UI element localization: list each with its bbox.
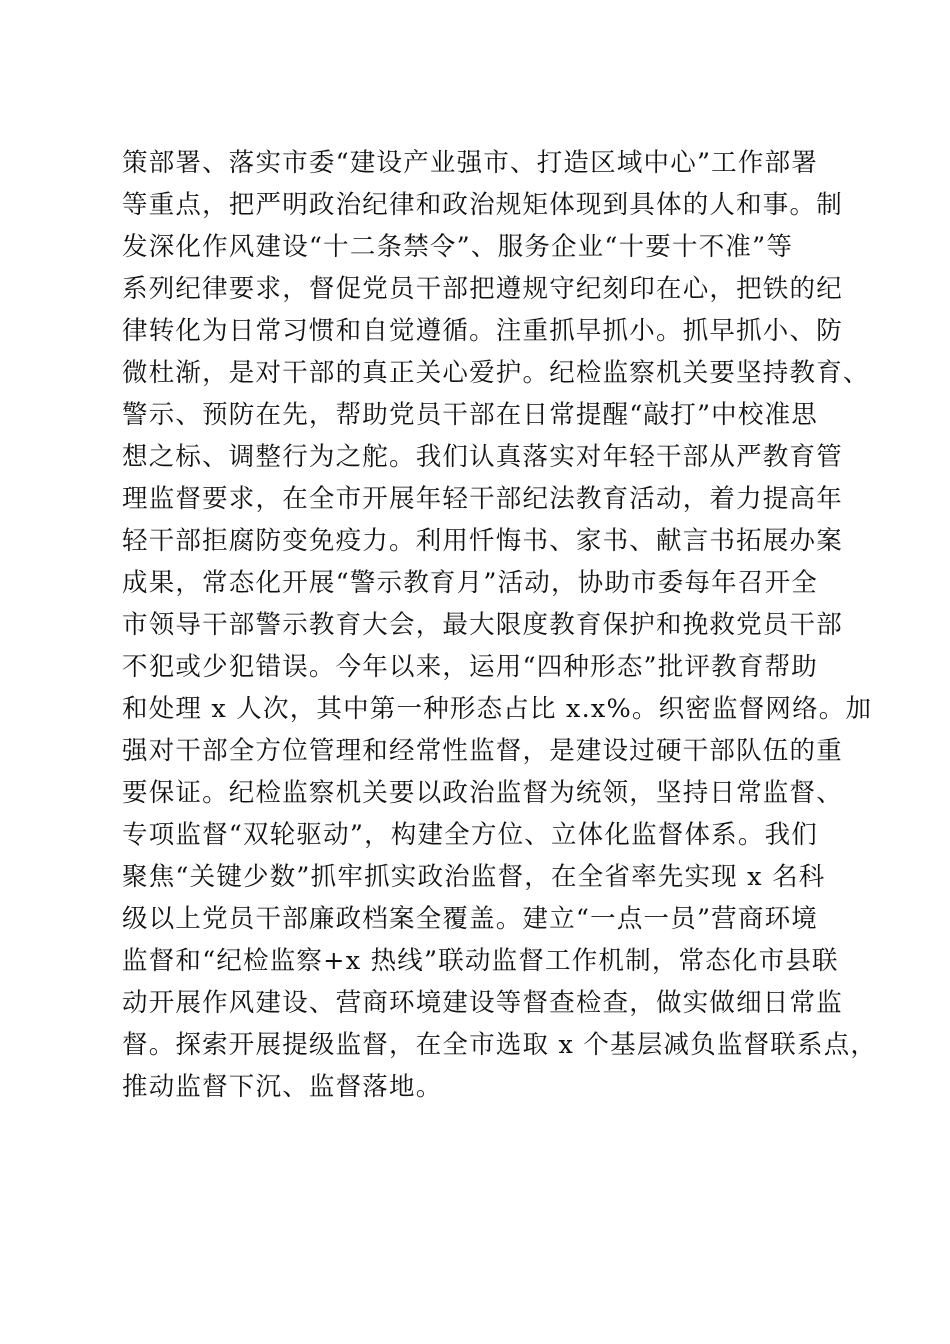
text-line: 等重点，把严明政治纪律和政治规矩体现到具体的人和事。制 [122, 190, 843, 220]
text-line: 聚焦“关键少数”抓牢抓实政治监督，在全省率先实现 x 名科 [122, 862, 826, 892]
text-line: 推动监督下沉、监督落地。 [122, 1072, 443, 1102]
text-line: 律转化为日常习惯和自觉遵循。注重抓早抓小。抓早抓小、防 [122, 316, 843, 346]
text-line: 策部署、落实市委“建设产业强市、打造区域中心”工作部署 [122, 148, 818, 178]
text-line: 轻干部拒腐防变免疫力。利用忏悔书、家书、献言书拓展办案 [122, 526, 843, 556]
text-line: 监督和“纪检监察+x 热线”联动监督工作机制，常态化市县联 [122, 946, 839, 976]
text-line: 警示、预防在先，帮助党员干部在日常提醒“敲打”中校准思 [122, 400, 818, 430]
text-line: 理监督要求，在全市开展年轻干部纪法教育活动，着力提高年 [122, 484, 843, 514]
text-line: 市领导干部警示教育大会，最大限度教育保护和挽救党员干部 [122, 610, 843, 640]
text-line: 系列纪律要求，督促党员干部把遵规守纪刻印在心，把铁的纪 [122, 274, 843, 304]
text-line: 专项监督“双轮驱动”，构建全方位、立体化监督体系。我们 [122, 820, 818, 850]
text-line: 强对干部全方位管理和经常性监督，是建设过硬干部队伍的重 [122, 736, 843, 766]
text-line: 级以上党员干部廉政档案全覆盖。建立“一点一员”营商环境 [122, 904, 818, 934]
body-paragraph [122, 142, 878, 1108]
text-line: 要保证。纪检监察机关要以政治监督为统领，坚持日常监督、 [122, 778, 843, 808]
text-line: 发深化作风建设“十二条禁令”、服务企业“十要十不准”等 [122, 232, 794, 262]
text-line: 动开展作风建设、营商环境建设等督查检查，做实做细日常监 [122, 988, 843, 1018]
text-line: 不犯或少犯错误。今年以来，运用“四种形态”批评教育帮助 [122, 652, 818, 682]
text-line: 督。探索开展提级监督，在全市选取 x 个基层减负监督联系点， [122, 1030, 878, 1060]
text-line: 想之标、调整行为之舵。我们认真落实对年轻干部从严教育管 [122, 442, 843, 472]
text-line: 成果，常态化开展“警示教育月”活动，协助市委每年召开全 [122, 568, 818, 598]
text-line: 和处理 x 人次，其中第一种形态占比 x.x%。织密监督网络。加 [122, 694, 873, 724]
text-line: 微杜渐，是对干部的真正关心爱护。纪检监察机关要坚持教育、 [122, 358, 870, 388]
